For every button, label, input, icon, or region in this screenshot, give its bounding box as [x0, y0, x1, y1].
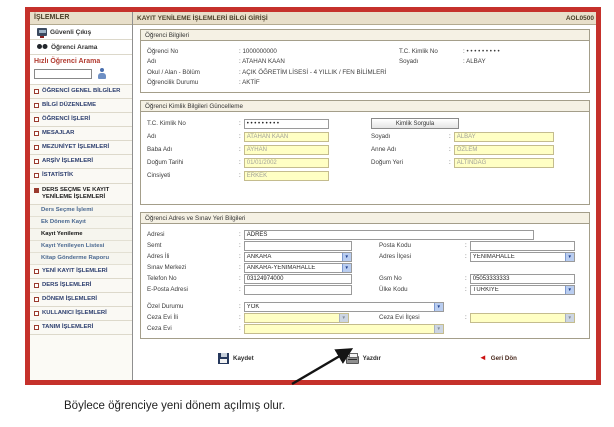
posta-kodu-input[interactable]: [470, 241, 575, 251]
dropdown-icon[interactable]: ▼: [565, 253, 574, 261]
label-gsm-no: Gsm No: [379, 275, 402, 282]
label-eposta: E-Posta Adresi: [147, 286, 188, 293]
ozel-durumu-value: : YOK: [246, 303, 260, 310]
binoculars-icon: [37, 44, 48, 50]
section-student-info: [140, 29, 590, 93]
back-icon: ◄: [478, 353, 487, 362]
value-adi: : ATAHAN KAAN: [239, 58, 399, 65]
print-button[interactable]: [346, 353, 381, 364]
label-adres-ilcesi: Adres İlçesi: [379, 253, 411, 260]
quick-search-input[interactable]: [34, 69, 92, 79]
label-posta-kodu: Posta Kodu: [379, 242, 411, 249]
expand-icon: [34, 297, 39, 302]
label-sinav-merkezi: Sınav Merkezi: [147, 264, 187, 271]
sidebar-item-label: ARŞİV İŞLEMLERİ: [42, 158, 94, 165]
expand-icon: [34, 283, 39, 288]
student-search-label: Öğrenci Arama: [51, 43, 98, 51]
label-ulke-kodu: Ülke Kodu: [379, 286, 408, 293]
print-icon: [346, 356, 359, 364]
label-baba-adi: Baba Adı: [147, 146, 173, 153]
sidebar-item-ders-secme-kayit-yenileme[interactable]: [30, 184, 132, 205]
back-label: Geri Dön: [490, 354, 517, 362]
label-semt: Semt: [147, 242, 162, 249]
save-icon: [218, 353, 229, 364]
value-ogrencilik-durumu: : AKTİF: [239, 79, 585, 86]
label-ceza-evi-ili: Ceza Evi İli: [147, 314, 178, 321]
expand-icon: [34, 159, 39, 164]
sidebar-subitem-kayit-yenileme[interactable]: Kayıt Yenileme: [30, 229, 132, 241]
expand-icon: [34, 311, 39, 316]
label-soyadi: Soyadı: [399, 58, 419, 66]
dropdown-icon[interactable]: ▼: [342, 253, 351, 261]
person-icon[interactable]: [97, 68, 107, 79]
cinsiyet-input[interactable]: : ERKEK: [244, 171, 329, 181]
adi-input[interactable]: : ATAHAN KAAN: [244, 132, 329, 142]
sidebar-item-label: MEZUNİYET İŞLEMLERİ: [42, 144, 110, 151]
sinav-merkezi-select[interactable]: [244, 263, 352, 273]
sidebar-item-mesajlar[interactable]: [30, 127, 132, 141]
sidebar-item-kullanici-islemleri[interactable]: [30, 307, 132, 321]
sidebar-item-student-search[interactable]: [30, 40, 132, 55]
logout-icon: [37, 28, 47, 36]
logout-label: Güvenli Çıkış: [50, 28, 92, 36]
label-adres-ili: Adres İli: [147, 253, 170, 260]
label-adi-input: Adı: [147, 133, 157, 140]
label-adresi: Adresi: [147, 231, 165, 238]
sidebar-item-label: TANIM İŞLEMLERİ: [42, 324, 94, 331]
dropdown-icon[interactable]: ▼: [342, 264, 351, 272]
section-identity-update: [140, 100, 590, 205]
sidebar-item-label: İSTATİSTİK: [42, 172, 74, 179]
eposta-input[interactable]: [244, 285, 352, 295]
save-label: Kaydet: [233, 354, 254, 362]
value-soyadi: : ALBAY: [463, 58, 585, 65]
back-button[interactable]: [479, 354, 517, 362]
screen-code: AOL0500: [565, 14, 594, 22]
sidebar-item-label: ÖĞRENCİ GENEL BİLGİLER: [42, 88, 121, 94]
label-dogum-tarihi: Doğum Tarihi: [147, 159, 184, 166]
label-okul-alan-bolum: Okul / Alan - Bölüm: [147, 68, 200, 76]
section-identity-title: Öğrenci Kimlik Bilgileri Güncelleme: [141, 101, 589, 112]
dropdown-icon[interactable]: : ▼: [565, 314, 574, 322]
label-ceza-evi: Ceza Evi: [147, 325, 172, 332]
sidebar-menu: [30, 85, 132, 335]
dogum-tarihi-input[interactable]: : 01/01/2002: [244, 158, 329, 168]
ceza-evi-select[interactable]: [244, 324, 444, 334]
semt-input[interactable]: [244, 241, 352, 251]
label-dogum-yeri: Doğum Yeri: [371, 159, 403, 166]
sidebar-subitem-kayit-yenileyen-listesi[interactable]: Kayıt Yenileyen Listesi: [30, 241, 132, 253]
label-soyadi-input: Soyadı: [371, 133, 391, 140]
label-telefon-no: Telefon No: [147, 275, 177, 282]
adres-input[interactable]: : ADRES: [244, 230, 534, 240]
section-address-exam: [140, 212, 590, 339]
expand-icon: [34, 145, 39, 150]
ulke-kodu-select[interactable]: [470, 285, 575, 295]
sidebar: [30, 12, 133, 380]
sidebar-item-donem-islemleri[interactable]: [30, 293, 132, 307]
soyadi-input[interactable]: : ALBAY: [454, 132, 554, 142]
sidebar-subitem-ders-secme-islemi[interactable]: Ders Seçme İşlemi: [30, 205, 132, 217]
sidebar-subitem-ek-donem-kayit[interactable]: Ek Dönem Kayıt: [30, 217, 132, 229]
sidebar-item-ogrenci-isleri[interactable]: [30, 113, 132, 127]
gsm-input[interactable]: : 05053333333: [470, 274, 575, 284]
expand-icon: [34, 131, 39, 136]
sidebar-submenu: [30, 205, 132, 265]
label-adi: Adı: [147, 58, 157, 66]
sidebar-item-label: DERS İŞLEMLERİ: [42, 281, 92, 288]
dropdown-icon[interactable]: ▼: [434, 303, 443, 311]
ozel-durumu-select[interactable]: [244, 302, 444, 312]
quick-search-panel: [30, 55, 132, 85]
dropdown-icon[interactable]: : ▼: [434, 325, 443, 333]
sidebar-item-arsiv-islemleri[interactable]: [30, 155, 132, 169]
label-ogrencilik-durumu: Öğrencilik Durumu: [147, 79, 199, 87]
value-tc-kimlik: : • • • • • • • • •: [463, 48, 585, 55]
label-ozel-durumu: Özel Durumu: [147, 303, 184, 310]
expand-icon: [34, 188, 39, 193]
expand-icon: [34, 325, 39, 330]
sidebar-item-yeni-kayit-islemleri[interactable]: [30, 265, 132, 279]
quick-search-title: Hızlı Öğrenci Arama: [34, 58, 101, 65]
sidebar-subitem-kitap-gonderme-raporu[interactable]: Kitap Gönderme Raporu: [30, 253, 132, 265]
sidebar-item-label: KULLANICI İŞLEMLERİ: [42, 309, 107, 316]
main-panel: [133, 12, 596, 380]
dogum-yeri-input[interactable]: : ALTINDAĞ: [454, 158, 554, 168]
adres-ilcesi-select[interactable]: [470, 252, 575, 262]
content: [133, 25, 596, 380]
label-anne-adi: Anne Adı: [371, 146, 397, 153]
baba-adi-input[interactable]: : AYHAN: [244, 145, 329, 155]
expand-icon: [34, 117, 39, 122]
section-address-title: Öğrenci Adres ve Sınav Yeri Bilgileri: [141, 213, 589, 224]
expand-icon: [34, 103, 39, 108]
ulke-kodu-value: : TÜRKİYE: [472, 286, 499, 293]
print-label: Yazdır: [362, 354, 381, 362]
title-bar: [133, 12, 596, 25]
ceza-evi-ilcesi-select[interactable]: [470, 313, 575, 323]
sidebar-item-label: MESAJLAR: [42, 130, 75, 137]
dropdown-icon[interactable]: ▼: [565, 286, 574, 294]
adres-ilcesi-value: : YENİMAHALLE: [472, 253, 515, 260]
sidebar-item-bilgi-duzenleme[interactable]: [30, 99, 132, 113]
sidebar-item-mezuniyet-islemleri[interactable]: [30, 141, 132, 155]
sidebar-header: İŞLEMLER: [30, 12, 132, 25]
sidebar-item-istatistik[interactable]: [30, 169, 132, 183]
expand-icon: [34, 89, 39, 94]
label-tc-kimlik-input: T.C. Kimlik No: [147, 120, 186, 127]
section-student-info-title: Öğrenci Bilgileri: [141, 30, 589, 41]
adres-ili-value: : ANKARA: [246, 253, 272, 260]
ceza-evi-ili-select[interactable]: [244, 313, 349, 323]
sinav-merkezi-value: : ANKARA-YENİMAHALLE: [246, 264, 316, 271]
sidebar-item-label: DÖNEM İŞLEMLERİ: [42, 295, 97, 302]
sidebar-item-logout[interactable]: [30, 25, 132, 40]
label-tc-kimlik: T.C. Kimlik No: [399, 47, 438, 55]
sidebar-item-label: BİLGİ DÜZENLEME: [42, 102, 96, 109]
value-ogrenci-no: : 1000000000: [239, 48, 399, 55]
tc-kimlik-input[interactable]: : • • • • • • • • •: [244, 119, 329, 129]
value-okul-alan-bolum: : AÇIK ÖĞRETİM LİSESİ - 4 YILLIK / FEN BİLİMLERİ: [239, 69, 585, 76]
action-bar: [140, 346, 590, 370]
sidebar-item-tanim-islemleri[interactable]: [30, 321, 132, 335]
expand-icon: [34, 173, 39, 178]
sidebar-item-label: YENİ KAYIT İŞLEMLERİ: [42, 267, 108, 274]
dropdown-icon[interactable]: : ▼: [339, 314, 348, 322]
label-ogrenci-no: Öğrenci No: [147, 47, 179, 55]
sidebar-item-label: ÖĞRENCİ İŞLERİ: [42, 116, 91, 123]
anne-adi-input[interactable]: : ÖZLEM: [454, 145, 554, 155]
page-title: KAYIT YENİLEME İŞLEMLERİ BİLGİ GİRİŞİ: [137, 14, 268, 22]
caption: Böylece öğrenciye yeni dönem açılmış olur.: [64, 400, 286, 412]
save-button[interactable]: [218, 353, 254, 364]
adres-ili-select[interactable]: [244, 252, 352, 262]
label-ceza-evi-ilcesi: Ceza Evi İlçesi: [379, 314, 420, 321]
screenshot-frame: [25, 7, 601, 385]
sidebar-item-label: DERS SEÇME VE KAYIT YENİLEME İŞLEMLERİ: [42, 186, 110, 200]
kimlik-sorgula-button[interactable]: Kimlik Sorgula: [371, 118, 459, 129]
telefon-input[interactable]: : 03124974000: [244, 274, 352, 284]
label-cinsiyeti: Cinsiyeti: [147, 172, 171, 179]
sidebar-item-ogrenci-genel-bilgiler[interactable]: [30, 85, 132, 99]
sidebar-item-ders-islemleri[interactable]: [30, 279, 132, 293]
expand-icon: [34, 269, 39, 274]
